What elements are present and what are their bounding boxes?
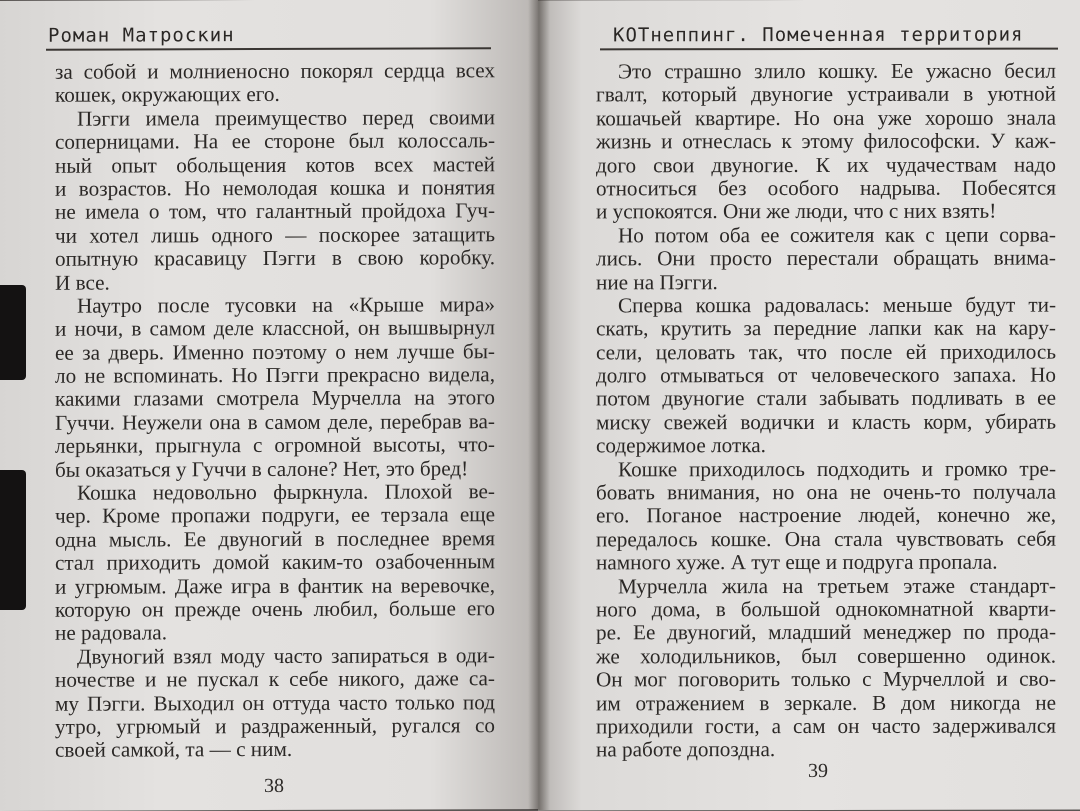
text-line: ло не вспоминать. Но Пэгги прекрасно видела, — [55, 362, 495, 388]
text-line: опытную красавицу Пэгги в свою коробку. — [55, 245, 495, 271]
text-line: ние на Пэгги. — [596, 269, 718, 294]
text-line: не имела о том, что галантный пройдоха Гуч- — [55, 198, 495, 225]
text-line: кошачьей квартире. Но она уже хорошо знала — [596, 105, 1056, 131]
text-line: Гуччи. Неужели она в самом деле, перебрав ва- — [55, 409, 495, 435]
body-text — [596, 60, 1056, 763]
text-line: гвалт, который двуногие устраивали в уютной — [596, 81, 1056, 107]
text-line: миску свежей водички и класть корм, убирать — [596, 409, 1056, 435]
text-line: Сперва кошка радовалась: меньше будут ти- — [618, 292, 1056, 318]
text-line: чер. Кроме пропажи подруги, ее терзала еще — [55, 502, 495, 529]
text-line: Кошке приходилось подходить и громко тре- — [618, 456, 1056, 481]
text-line: Это страшно злило кошку. Ее ужасно бесил — [618, 58, 1056, 84]
bookmark-tab — [0, 285, 26, 380]
text-line: намного хуже. А тут еще и подруга пропала. — [596, 549, 998, 575]
book-gutter — [528, 0, 550, 810]
text-line: и угрюмым. Даже игра в фантик на веревочке, — [55, 572, 495, 599]
text-line: приходили гости, а сам он часто задерживался — [596, 713, 1056, 739]
text-line: на работе допоздна. — [596, 737, 776, 762]
right-page — [538, 0, 1080, 810]
text-line: кошек, окружающих его. — [55, 82, 280, 108]
text-line: одна мысль. Ее двуногий в последнее время — [55, 526, 495, 552]
header-rule — [46, 47, 491, 51]
text-line: сели, целовать так, что после ей приходилось — [596, 339, 1056, 365]
text-line: долго отмываться от человеческого запаха. Но — [596, 362, 1056, 388]
text-line: чи хотел лишь одного — поскорее затащить — [55, 221, 495, 248]
text-line: Он мог поговорить только с Мурчеллой и сво- — [596, 666, 1056, 692]
text-line: стал приходить домой каким-то озабоченным — [55, 549, 495, 575]
text-line: И все. — [55, 270, 110, 295]
text-line: за собой и молниеносно покорял сердца всех — [55, 58, 495, 84]
text-line: им отражением в зеркале. В дом никогда не — [596, 690, 1056, 715]
text-line: своей самкой, та — с ним. — [55, 737, 293, 763]
text-line: ный опыт обольщения котов всех мастей — [55, 151, 495, 178]
text-line: му Пэгги. Выходил он оттуда часто только под — [55, 689, 495, 716]
text-line: какими глазами смотрела Мурчелла на этого — [55, 385, 495, 412]
text-line: и ночи, в самом деле классной, он вышвырнул — [55, 315, 495, 342]
text-line: бовать внимания, но она не очень-то получала — [596, 479, 1056, 505]
header-rule — [600, 48, 1058, 51]
text-line: лись. Они просто перестали обращать внима- — [596, 245, 1056, 271]
text-line: Пэгги имела преимущество перед своими — [77, 104, 495, 131]
text-line: потом двуногие стали забывать подливать в ее — [596, 386, 1056, 411]
text-line: же холодильников, был совершенно одинок. — [596, 643, 1056, 669]
text-line: ее за дверь. Именно поэтому о нем лучше бы- — [55, 338, 495, 365]
text-line: Но потом оба ее сожителя как с цепи сорва- — [618, 222, 1056, 248]
text-line: Кошка недовольно фыркнула. Плохой ве- — [77, 479, 495, 505]
text-line: Наутро после тусовки на «Крыше мира» — [77, 292, 495, 318]
text-line: Мурчелла жила на третьем этаже стандарт- — [618, 573, 1056, 598]
text-line: Двуногий взял моду часто запираться в оди- — [77, 642, 495, 669]
text-line: ного дома, в большой однокомнатной кварти- — [596, 596, 1056, 622]
text-line: не радовала. — [55, 620, 167, 646]
running-head-title: КОТнеппинг. Помеченная территория — [613, 23, 1024, 47]
text-line: и успокоятся. Они же люди, что с них взять! — [596, 199, 997, 224]
bookmark-tab — [0, 470, 26, 610]
text-line: скать, крутить за передние лапки как на кару- — [596, 315, 1056, 341]
text-line: дого свои двуногие. К их чудачествам надо — [596, 152, 1056, 177]
text-line: жизнь и отнеслась к этому философски. У каж- — [596, 128, 1056, 154]
text-line: утро, угрюмый и раздраженный, ругался со — [55, 713, 495, 739]
text-line: соперницами. На ее стороне был колоссаль- — [55, 128, 495, 154]
page-number: 39 — [808, 759, 828, 783]
text-line: его. Поганое настроение людей, конечно же, — [596, 502, 1056, 528]
text-line: лерьянки, прыгнула с огромной высоты, что- — [55, 432, 495, 458]
running-head-author: Роман Матроскин — [48, 24, 235, 47]
text-line: передалось кошке. Она стала чувствовать себя — [596, 526, 1056, 552]
text-line: бы оказаться у Гуччи в салоне? Нет, это бред! — [55, 455, 469, 482]
text-line: и возрастов. Но немолодая кошка и понятия — [55, 175, 495, 201]
body-text — [55, 59, 495, 762]
page-number: 38 — [264, 774, 284, 798]
text-line: ре. Ее двуногий, младший менеджер по прода- — [596, 619, 1056, 645]
text-line: содержимое лотка. — [596, 433, 766, 458]
text-line: ночестве и не пускал к себе никого, даже са- — [55, 666, 495, 692]
left-page — [0, 0, 538, 811]
text-line: относиться без особого надрыва. Побесятся — [596, 175, 1056, 201]
text-line: которую он прежде очень любил, больше его — [55, 596, 495, 622]
